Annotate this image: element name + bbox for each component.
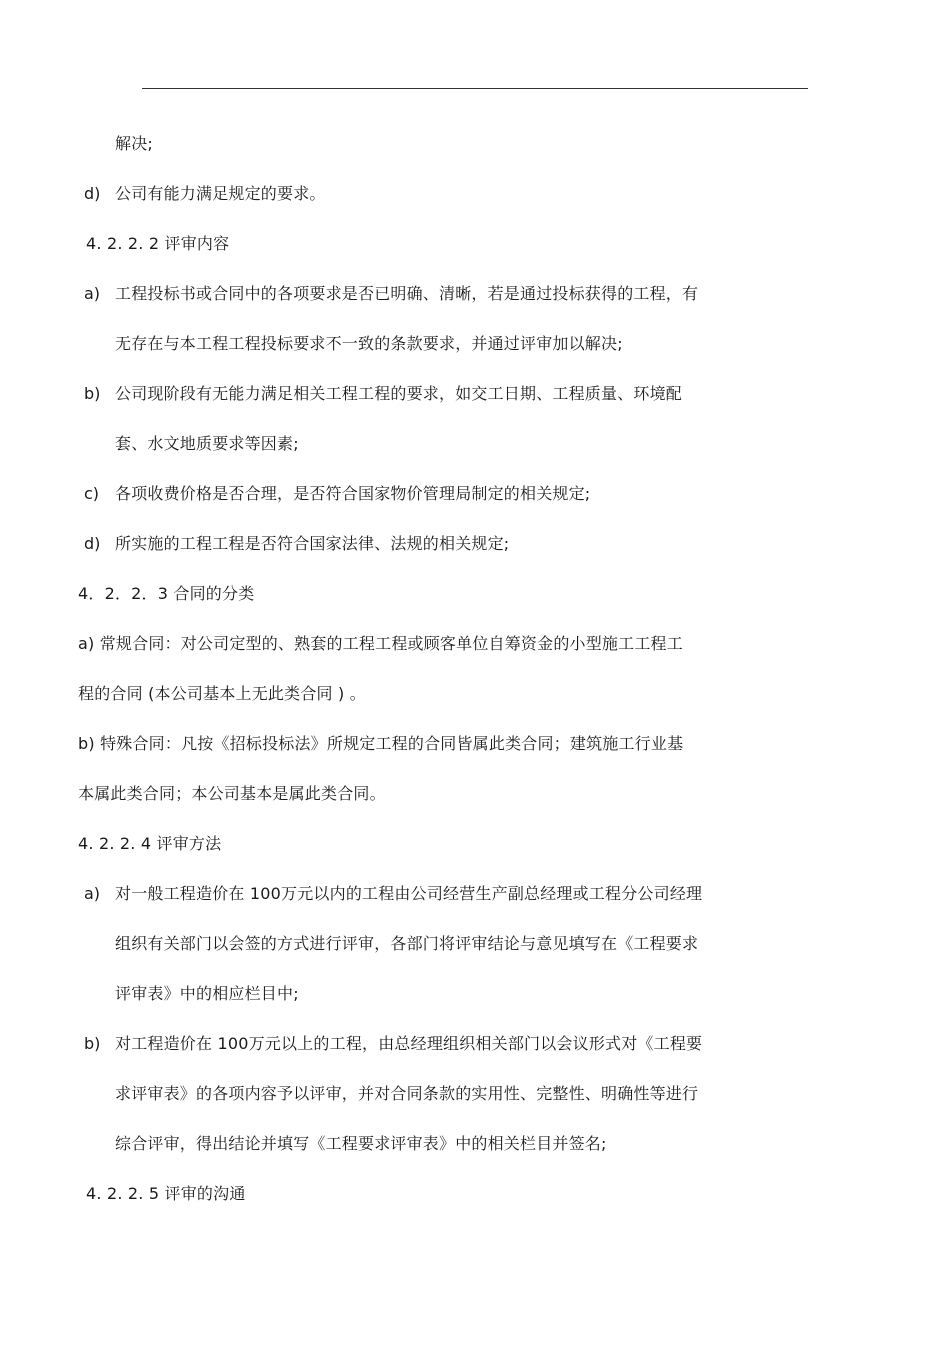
list-marker: b) (84, 384, 101, 403)
section-heading: 4. 2. 2. 4 评审方法 (78, 834, 222, 853)
body-line: 公司有能力满足规定的要求。 (115, 184, 326, 203)
section-heading: 4. 2. 2. 2 评审内容 (86, 234, 230, 253)
body-line: 组织有关部门以会签的方式进行评审，各部门将评审结论与意见填写在《工程要求 (115, 934, 699, 953)
list-marker: a) (84, 284, 101, 303)
body-line: 解决; (115, 134, 153, 153)
body-line: 工程投标书或合同中的各项要求是否已明确、清晰，若是通过投标获得的工程，有 (115, 284, 699, 303)
body-line: 评审表》中的相应栏目中; (115, 984, 299, 1003)
body-line: a) 常规合同：对公司定型的、熟套的工程工程或顾客单位自筹资金的小型施工工程工 (78, 634, 683, 653)
body-line: 对一般工程造价在 100万元以内的工程由公司经营生产副总经理或工程分公司经理 (115, 884, 703, 903)
body-line: b) 特殊合同：凡按《招标投标法》所规定工程的合同皆属此类合同；建筑施工行业基 (78, 734, 684, 753)
body-line: 对工程造价在 100万元以上的工程，由总经理组织相关部门以会议形式对《工程要 (115, 1034, 703, 1053)
body-line: 综合评审，得出结论并填写《工程要求评审表》中的相关栏目并签名; (115, 1134, 607, 1153)
body-line: 各项收费价格是否合理，是否符合国家物价管理局制定的相关规定; (115, 484, 591, 503)
body-line: 无存在与本工程工程投标要求不一致的条款要求，并通过评审加以解决; (115, 334, 623, 353)
body-line: 求评审表》的各项内容予以评审，并对合同条款的实用性、完整性、明确性等进行 (115, 1084, 699, 1103)
list-marker: d) (84, 184, 101, 203)
section-heading: 4．2．2．3 合同的分类 (78, 584, 255, 603)
list-marker: a) (84, 884, 101, 903)
body-line: 套、水文地质要求等因素; (115, 434, 299, 453)
section-heading: 4. 2. 2. 5 评审的沟通 (86, 1184, 246, 1203)
body-line: 程的合同 (本公司基本上无此类合同 ) 。 (78, 684, 366, 703)
list-marker: c) (84, 484, 100, 503)
body-line: 本属此类合同；本公司基本是属此类合同。 (78, 784, 386, 803)
header-rule (142, 88, 808, 89)
body-line: 公司现阶段有无能力满足相关工程工程的要求，如交工日期、工程质量、环境配 (115, 384, 683, 403)
list-marker: b) (84, 1034, 101, 1053)
body-line: 所实施的工程工程是否符合国家法律、法规的相关规定; (115, 534, 510, 553)
list-marker: d) (84, 534, 101, 553)
